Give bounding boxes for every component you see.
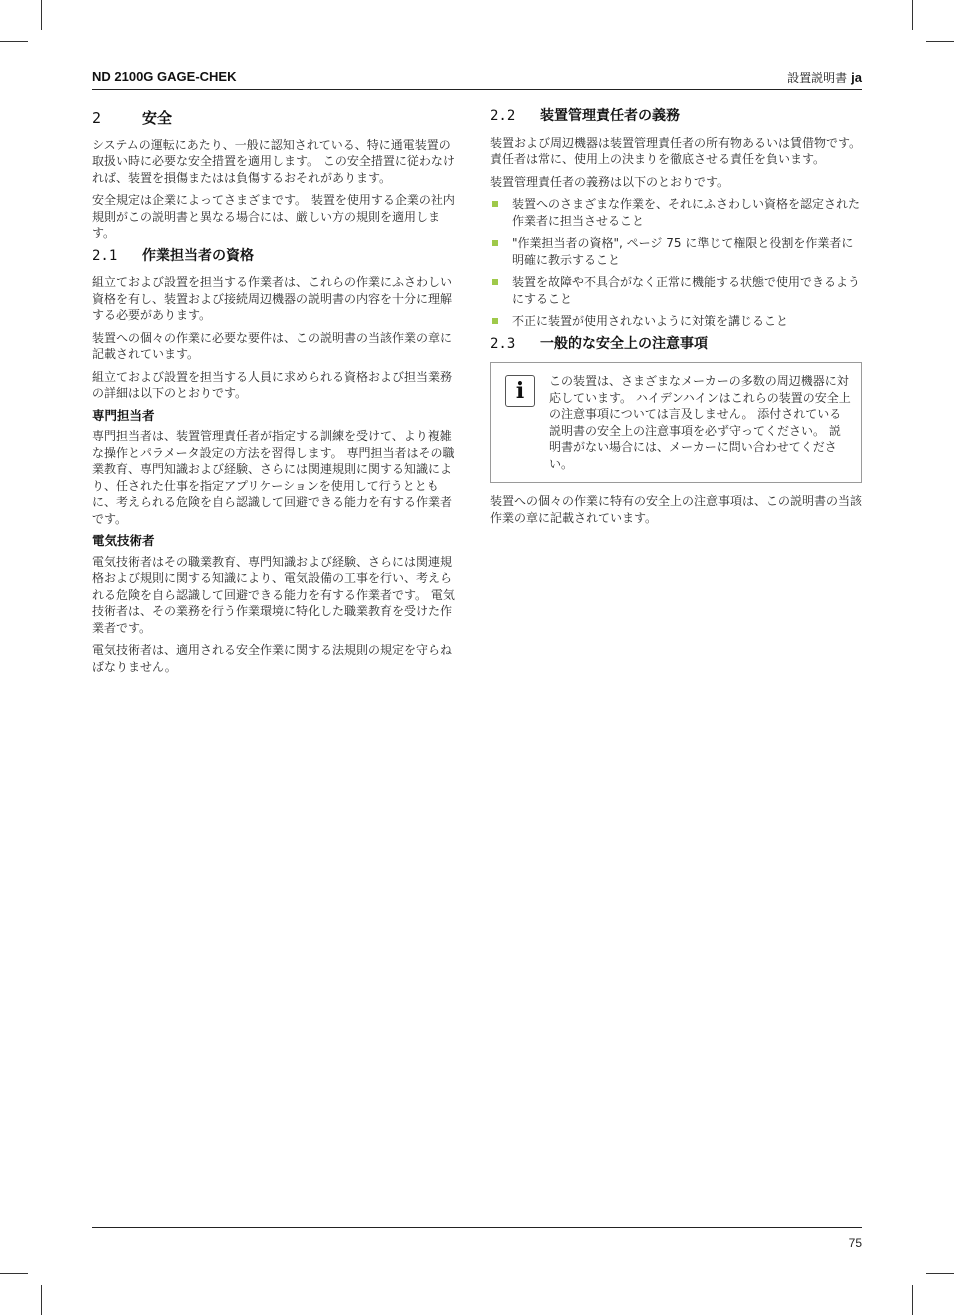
doc-section: 設置説明書	[787, 71, 848, 85]
page-number: 75	[848, 1236, 862, 1250]
crop-mark	[926, 41, 954, 42]
info-note-box	[490, 362, 862, 483]
list-item-text[interactable]: "作業担当者の資格", ページ 75 に準じて権限と役割を作業者に明確に教示すること	[512, 236, 854, 267]
section-heading-2-1	[92, 248, 460, 265]
subheading-specialist: 専門担当者	[92, 407, 155, 423]
section-title: 一般的な安全上の注意事項	[540, 335, 708, 352]
doc-section-label	[787, 69, 862, 86]
section-heading-2	[92, 110, 460, 127]
list-item-text: 装置へのさまざまな作業を、それにふさわしい資格を認定された作業者に担当させること	[512, 197, 861, 228]
paragraph: 組立ておよび設置を担当する作業者は、これらの作業にふさわしい資格を有し、装置および接続周辺機器の説明書の内容を十分に理解する必要があります。	[92, 275, 453, 322]
section-title: 安全	[142, 109, 173, 127]
paragraph: 装置への個々の作業に必要な要件は、この説明書の当該作業の章に記載されています。	[92, 330, 453, 361]
square-bullet-icon	[492, 201, 498, 207]
crop-mark	[926, 1273, 954, 1274]
square-bullet-icon	[492, 240, 498, 246]
paragraph: 電気技術者は、適用される安全作業に関する法規則の規定を守らねばなりません。	[92, 643, 453, 674]
subheading-electrician: 電気技術者	[92, 533, 155, 548]
crop-mark	[912, 0, 913, 30]
doc-language: ja	[851, 70, 862, 85]
square-bullet-icon	[492, 279, 498, 285]
crop-mark	[0, 1273, 28, 1274]
paragraph: 装置管理責任者の義務は以下のとおりです。	[490, 174, 730, 189]
footer-rule	[92, 1227, 862, 1228]
info-icon: i	[505, 375, 535, 407]
paragraph: 専門担当者は、装置管理責任者が指定する訓練を受けて、より複雑な操作とパラメータ設定の方法を習得します。 専門担当者はその職業教育、専門知識および経験、さらには関連規則に関する知識により、任された仕事を指定アプリケーションを使用して行うとともに、考えられる危険を自ら認識して回避できる能力を有する作業者です。	[92, 429, 455, 526]
section-number: 2.1	[92, 247, 118, 264]
crop-mark	[0, 41, 28, 42]
list-item	[490, 274, 862, 307]
list-item-text: 不正に装置が使用されないように対策を講じること	[512, 314, 789, 328]
page-header	[92, 68, 862, 88]
paragraph: 安全規定は企業によってさまざまです。 装置を使用する企業の社内規則がこの説明書と異なる場合には、厳しい方の規則を適用します。	[92, 193, 455, 240]
list-item	[490, 235, 862, 268]
paragraph: 組立ておよび設置を担当する人員に求められる資格および担当業務の詳細は以下のとおりです。	[92, 369, 453, 400]
list-item-text: 装置を故障や不具合がなく正常に機能する状態で使用できるようにすること	[512, 275, 861, 306]
note-icon-area	[491, 373, 549, 472]
crop-mark	[41, 1285, 42, 1315]
right-column	[490, 104, 862, 532]
paragraph: システムの運転にあたり、一般に認知されている、特に通電装置の取扱い時に必要な安全措置を適用します。 この安全措置に従わなければ、装置を損傷またはは負傷するおそれがあります。	[92, 137, 455, 185]
paragraph: 装置および周辺機器は装置管理責任者の所有物あるいは賃借物です。 責任者は常に、使用上の決まりを徹底させる責任を負います。	[490, 135, 862, 166]
crop-mark	[41, 0, 42, 30]
section-title: 作業担当者の資格	[142, 247, 254, 264]
left-column	[92, 104, 460, 681]
list-item	[490, 196, 862, 229]
section-heading-2-3	[490, 336, 862, 353]
list-item	[490, 313, 862, 330]
section-title: 装置管理責任者の義務	[540, 108, 680, 124]
duties-list	[490, 196, 862, 330]
crop-mark	[912, 1285, 913, 1315]
paragraph: 装置への個々の作業に特有の安全上の注意事項は、この説明書の当該作業の章に記載されています。	[490, 494, 863, 525]
doc-title: ND 2100G GAGE-CHEK	[92, 69, 237, 84]
section-number: 2.3	[490, 335, 516, 352]
section-number: 2	[92, 109, 102, 127]
square-bullet-icon	[492, 318, 498, 324]
paragraph: 電気技術者はその職業教育、専門知識および経験、さらには関連規格および規則に関する知識により、電気設備の工事を行い、考えられる危険を自ら認識して回避できる能力を有する作業者です。 電気技術者は、その業務を行う作業環境に特化した職業教育を受けた作業者です。	[92, 554, 455, 635]
note-text: この装置は、さまざまなメーカーの多数の周辺機器に対応しています。 ハイデンハインはこれらの装置の安全上の注意事項については言及しません。 添付されている説明書の安全上の注意事項を必ず守ってください。 説明書がない場合には、メーカーに問い合わせてください。	[549, 374, 851, 471]
section-heading-2-2	[490, 108, 862, 125]
section-number: 2.2	[490, 108, 516, 124]
header-rule	[92, 89, 862, 90]
